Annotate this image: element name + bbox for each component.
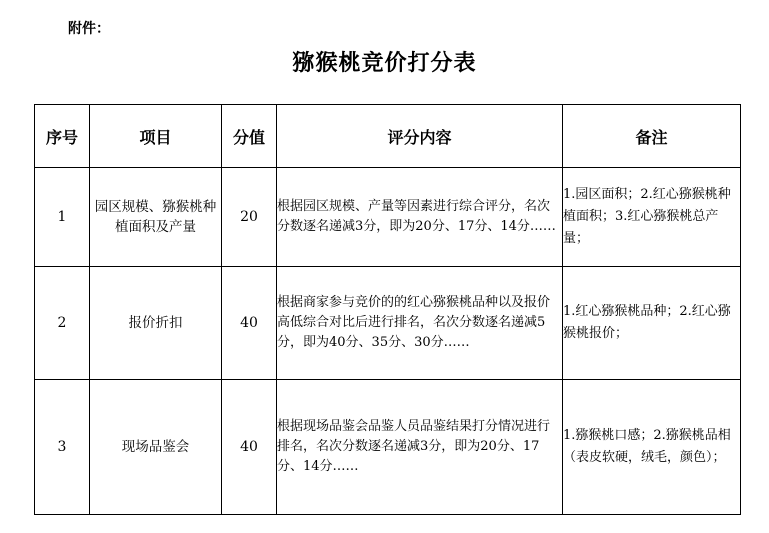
table-row (35, 267, 741, 380)
table-header-row (35, 105, 741, 168)
header-item: 项目 (90, 105, 222, 168)
row-number: 2 (35, 267, 90, 380)
row-content: 根据商家参与竞价的的红心猕猴桃品种以及报价高低综合对比后进行排名，名次分数逐名递减5分，即为40分、35分、30分…… (277, 267, 563, 380)
row-item: 园区规模、猕猴桃种植面积及产量 (90, 168, 222, 267)
row-remark: 1.猕猴桃口感；2.猕猴桃品相（表皮软硬，绒毛，颜色）； (563, 380, 741, 515)
row-score: 20 (222, 168, 277, 267)
row-item: 报价折扣 (90, 267, 222, 380)
header-num: 序号 (35, 105, 90, 168)
row-score: 40 (222, 267, 277, 380)
document-title: 猕猴桃竞价打分表 (292, 51, 477, 76)
header-score: 分值 (222, 105, 277, 168)
row-score: 40 (222, 380, 277, 515)
row-content: 根据现场品鉴会品鉴人员品鉴结果打分情况进行排名，名次分数逐名递减3分，即为20分、17分、14分…… (277, 380, 563, 515)
table-row (35, 168, 741, 267)
attachment-label: 附件： (68, 21, 110, 37)
row-content: 根据园区规模、产量等因素进行综合评分，名次分数逐名递减3分，即为20分、17分、14分…… (277, 168, 563, 267)
header-content: 评分内容 (277, 105, 563, 168)
row-number: 3 (35, 380, 90, 515)
table-row (35, 380, 741, 515)
header-remark: 备注 (563, 105, 741, 168)
row-number: 1 (35, 168, 90, 267)
row-item: 现场品鉴会 (90, 380, 222, 515)
row-remark: 1.红心猕猴桃品种；2.红心猕猴桃报价； (563, 267, 741, 380)
row-remark: 1.园区面积；2.红心猕猴桃种植面积；3.红心猕猴桃总产量； (563, 168, 741, 267)
scoring-table (34, 104, 741, 515)
